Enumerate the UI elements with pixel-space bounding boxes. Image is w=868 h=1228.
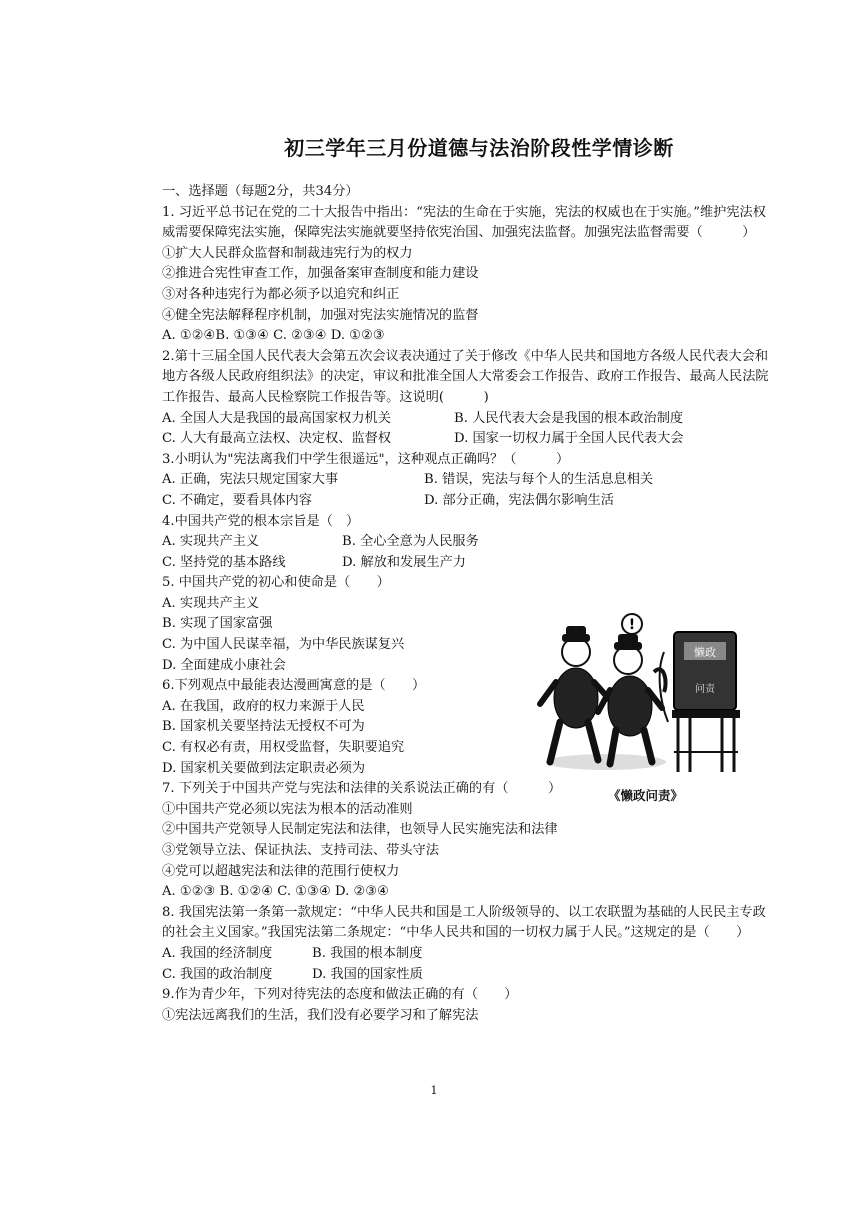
question-2-options-row (162, 409, 774, 430)
question-area (162, 182, 774, 1026)
question-6-option: A. 在我国，政府的权力来源于人民 (162, 698, 365, 714)
question-2-option-b: B. 人民代表大会是我国的根本政治制度 (454, 410, 684, 426)
question-2-options-row (162, 429, 774, 450)
question-7-stem: 7. 下列关于中国共产党与宪法和法律的关系说法正确的有（ ） (162, 781, 562, 797)
question-2-option-a: A. 全国人大是我国的最高国家权力机关 (162, 410, 391, 426)
question-8-stem: 8. 我国宪法第一条第一款规定：“中华人民共和国是工人阶级领导的、以工农联盟为基础的人民民主专政的社会主义国家。”我国宪法第二条规定：“中华人民共和国的一切权力属于人民。”这规定的是（ ） (162, 904, 766, 941)
question-1-item: ④健全宪法解释程序机制，加强对宪法实施情况的监督 (162, 307, 479, 323)
official-figure (540, 626, 610, 762)
svg-text:!: ! (628, 617, 636, 633)
question-9-item: ①宪法远离我们的生活，我们没有必要学习和了解宪法 (162, 1007, 479, 1023)
cartoon-caption: 《懒政问责》 (608, 788, 684, 803)
question-3-stem: 3.小明认为"宪法离我们中学生很遥远"，这种观点正确吗？（ ） (162, 451, 570, 467)
question-7-item: ④党可以超越宪法和法律的范围行使权力 (162, 863, 400, 879)
question-2-stem: 2.第十三届全国人民代表大会第五次会议表决通过了关于修改《中华人民共和国地方各级人民代表大会和地方各级人民政府组织法》的决定，审议和批准全国人大常委会工作报告、政府工作报告、最高人民法院工作报告、最高人民检察院工作报告等。这说明( ) (162, 348, 769, 405)
question-6-option: D. 国家机关要做到法定职责必须为 (162, 760, 366, 776)
question-8-option-a: A. 我国的经济制度 (162, 945, 273, 961)
question-3-options-row (162, 470, 774, 491)
question-3-option-c: C. 不确定，要看具体内容 (162, 492, 312, 508)
page-title: 初三学年三月份道德与法治阶段性学情诊断 (284, 136, 674, 160)
official-figure (598, 634, 662, 764)
question-4-option-a: A. 实现共产主义 (162, 534, 260, 550)
page-number: 1 (430, 1084, 438, 1097)
question-8-options-row (162, 965, 774, 986)
question-4-option-c: C. 坚持党的基本路线 (162, 554, 286, 570)
question-8-option-c: C. 我国的政治制度 (162, 966, 273, 982)
question-5-option: D. 全面建成小康社会 (162, 657, 286, 673)
question-4-stem: 4.中国共产党的根本宗旨是（ ） (162, 513, 360, 529)
question-3-option-a: A. 正确，宪法只规定国家大事 (162, 472, 339, 488)
question-7-options: A. ①②③ B. ①②④ C. ①③④ D. ②③④ (162, 884, 389, 900)
question-4-options-row (162, 532, 774, 553)
question-1-item: ②推进合宪性审查工作，加强备案审查制度和能力建设 (162, 266, 479, 282)
question-4-option-d: D. 解放和发展生产力 (342, 554, 466, 570)
question-1-item: ③对各种违宪行为都必须予以追究和纠正 (162, 286, 400, 302)
sign-text: 懒政 (694, 646, 716, 659)
sign-board (672, 632, 740, 772)
question-9-stem: 9.作为青少年，下列对待宪法的态度和做法正确的有（ ） (162, 987, 518, 1003)
question-4-options-row (162, 553, 774, 574)
question-7-item: ①中国共产党必须以宪法为根本的活动准则 (162, 801, 413, 817)
question-5-option: B. 实现了国家富强 (162, 616, 273, 632)
question-8-option-b: B. 我国的根本制度 (312, 945, 423, 961)
question-5-option: A. 实现共产主义 (162, 595, 260, 611)
question-1-options: A. ①②④B. ①③④ C. ②③④ D. ①②③ (162, 328, 385, 344)
question-3-options-row (162, 491, 774, 512)
question-7-item: ②中国共产党领导人民制定宪法和法律，也领导人民实施宪法和法律 (162, 822, 558, 838)
section-heading: 一、选择题（每题2分，共34分） (162, 184, 359, 199)
question-3-option-d: D. 部分正确，宪法偶尔影响生活 (424, 492, 614, 508)
question-6-option: B. 国家机关要坚持法无授权不可为 (162, 719, 365, 735)
question-1-stem: 1. 习近平总书记在党的二十大报告中指出：“宪法的生命在于实施，宪法的权威也在于实施。”维护宪法权威需要保障宪法实施，保障宪法实施就要坚持依宪治国、加强宪法监督。加强宪法监督需要（ ） (162, 204, 766, 241)
question-8-options-row (162, 944, 774, 965)
question-5-option: C. 为中国人民谋幸福，为中华民族谋复兴 (162, 637, 405, 653)
question-8-option-d: D. 我国的国家性质 (312, 966, 423, 982)
question-2-option-c: C. 人大有最高立法权、决定权、监督权 (162, 431, 392, 447)
question-2-option-d: D. 国家一切权力属于全国人民代表大会 (454, 431, 684, 447)
question-4-option-b: B. 全心全意为人民服务 (342, 534, 479, 550)
question-6-option: C. 有权必有责，用权受监督，失职要追究 (162, 740, 405, 756)
cartoon-drawing (536, 612, 764, 792)
question-6-stem: 6.下列观点中最能表达漫画寓意的是（ ） (162, 678, 426, 694)
cartoon-illustration (536, 612, 764, 804)
question-7-item: ③党领导立法、保证执法、支持司法、带头守法 (162, 843, 439, 858)
question-1-item: ①扩大人民群众监督和制裁违宪行为的权力 (162, 245, 413, 261)
question-5-stem: 5. 中国共产党的初心和使命是（ ） (162, 575, 390, 591)
sign-subtext: 问责 (695, 684, 715, 695)
question-3-option-b: B. 错误，宪法与每个人的生活息息相关 (424, 472, 654, 488)
